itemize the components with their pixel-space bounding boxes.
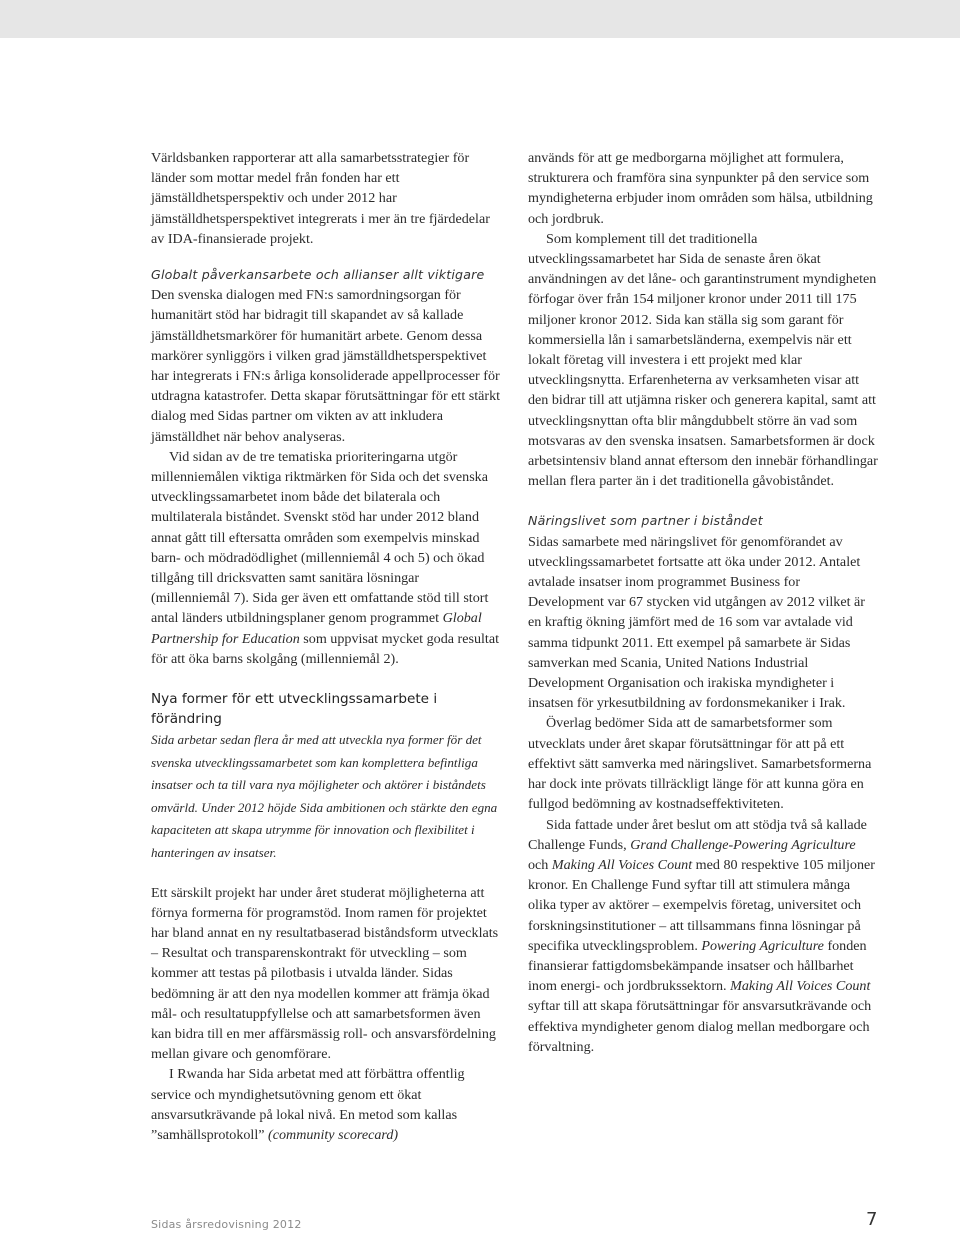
paragraph: Vid sidan av de tre tematiska prioriteringarna utgör millenniemålen viktiga riktmärken för Sida och det svenska utvecklingssamarbetet inom både det bilaterala och multilaterala biståndet. Svenskt stöd har under 2012 bland annat gått till eftersatta områden som exempelvis minskad barn- och mödradödlighet (millenniemål 4 och 5) och ökad tillgång till dricksvatten samt sanitära lösningar (millenniemål 7). Sida ger även ett omfattande stöd till stort antal länders utbildningsplaner genom programmet Global Partnership for Education som uppvisat mycket goda resultat för att öka barns skolgång (millenniemål 2). [151, 448, 499, 667]
subheading: Globalt påverkansarbete och allianser allt viktigare [151, 267, 485, 283]
page-number: 7 [866, 1209, 878, 1230]
section-heading: Nya former för ett utvecklingssamarbete i förändring [151, 691, 438, 728]
paragraph: Ett särskilt projekt har under året studerat möjligheterna att förnya formerna för programstöd. Inom ramen för projektet har bland annat en ny resultatbaserad biståndsform utvecklats – Resultat och transparenskontrakt för utveckling – som kommer att testas på pilotbasis i utvalda länder. Sidas bedömning är att den nya modellen kommer att främja ökad mål- och resultatuppfyllelse och att samarbetsformen även kan bidra till en mer affärsmässig roll- och ansvarsfördelning mellan givare och genomförare. [151, 884, 499, 1063]
subheading: Näringslivet som partner i biståndet [528, 513, 763, 529]
paragraph: Sidas samarbete med näringslivet för genomförandet av utvecklingssamarbetet fortsatte att öka under 2012. Antalet avtalade insatser inom programmet Business for Development var 67 stycken vid utgången av 2012 vilket är en kraftig ökning jämfört med de 16 som var avtalade vid samma tidpunkt 2011. Ett exempel på samarbete är Sidas samverkan med Scania, United Nations Industrial Development Organisation och irakiska myndigheter i insatsen för yrkesutbildning av fordonsmekaniker i Irak. [528, 533, 865, 712]
paragraph: Den svenska dialogen med FN:s samordningsorgan för humanitärt stöd har bidragit till skapandet av så kallade jämställdhetsmarkörer för humanitärt arbete. Genom dessa markörer synliggörs i vilken grad jämställdhetsperspektivet har integrerats i FN:s årliga konsoliderade appellprocesser för utdragna katastrofer. Detta skapar förutsättningar för ett stärkt dialog med Sidas partner om vikten av att inkludera jämställdhet när behov analyseras. [151, 287, 501, 445]
footer-label: Sidas årsredovisning 2012 [151, 1218, 302, 1231]
left-column [151, 148, 501, 1145]
lead-paragraph: Sida arbetar sedan flera år med att utveckla nya former för det svenska utvecklingssamarbetet som kan komplettera befintliga insatser och ta till vara nya möjligheter och aktörer i biståndets omvärld. Under 2012 höjde Sida ambitionen och stärkte den egna kapaciteten att skapa utrymme för innovation och flexibilitet i hanteringen av insatser. [151, 732, 498, 861]
top-band [0, 0, 960, 38]
paragraph: Överlag bedömer Sida att de samarbetsformer som utvecklats under året skapar förutsättningar för att på ett effektivt sätt samverka med näringslivet. Samarbetsformerna har dock inte prövats tillräckligt länge för att kunna göra en fullgod bedömning av kostnadseffektiviteten. [528, 715, 872, 813]
paragraph: I Rwanda har Sida arbetat med att förbättra offentlig service och myndighetsutövning genom ett ökat ansvarsutkrävande på lokal nivå. En metod som kallas ”samhällsprotokoll” (community scorecard) [151, 1066, 465, 1144]
paragraph: används för att ge medborgarna möjlighet att formulera, strukturera och framföra sina synpunkter på den service som myndigheterna erbjuder inom områden som hälsa, utbildning och jordbruk. [528, 150, 873, 227]
right-column [528, 148, 878, 1057]
programme-name: Global Partnership for Education [151, 610, 482, 647]
paragraph: Sida fattade under året beslut om att stödja två så kallade Challenge Funds, Grand Challenge-Powering Agriculture och Making All Voices Count med 80 respektive 105 miljoner kronor. En Challenge Fund syftar till att stimulera många olika typer av aktörer – exempelvis företag, universitet och forskningsinstitutioner – att tillsammans finna lösningar på specifika utvecklingsproblem. Powering Agriculture fonden finansierar fattigdomsbekämpande insatser och hållbarhet inom energi- och jordbrukssektorn. Making All Voices Count syftar till att skapa förutsättningar för ansvarsutkrävande och effektiva myndigheter genom dialog mellan medborgare och förvaltning. [528, 816, 875, 1055]
paragraph: Världsbanken rapporterar att alla samarbetsstrategier för länder som mottar medel från fonden har ett jämställdhetsperspektiv och under 2012 har jämställdhetsperspektivet integrerats i mer än tre fjärdedelar av IDA-finansierade projekt. [151, 150, 490, 247]
paragraph: Som komplement till det traditionella utvecklingssamarbetet har Sida de senaste åren ökat användningen av det låne- och garantinstrument myndigheten förfogar över från 154 miljoner kronor under 2011 till 175 miljoner kronor 2012. Sida kan ställa sig som garant för kommersiella lån i samarbetsländerna, exempelvis när ett lokalt företag vill investera i ett projekt med klar utvecklingsnytta. Erfarenheterna av verksamheten visar att den bidrar till att utjämna risker och generera kapital, samt att utvecklingsnyttan ofta blir mångdubbelt större än vad som motsvaras av den svenska insatsen. Samarbetsformen är dock arbetsintensiv bland annat eftersom den innebär förhandlingar mellan flera parter än i det traditionella gåvobiståndet. [528, 230, 878, 490]
